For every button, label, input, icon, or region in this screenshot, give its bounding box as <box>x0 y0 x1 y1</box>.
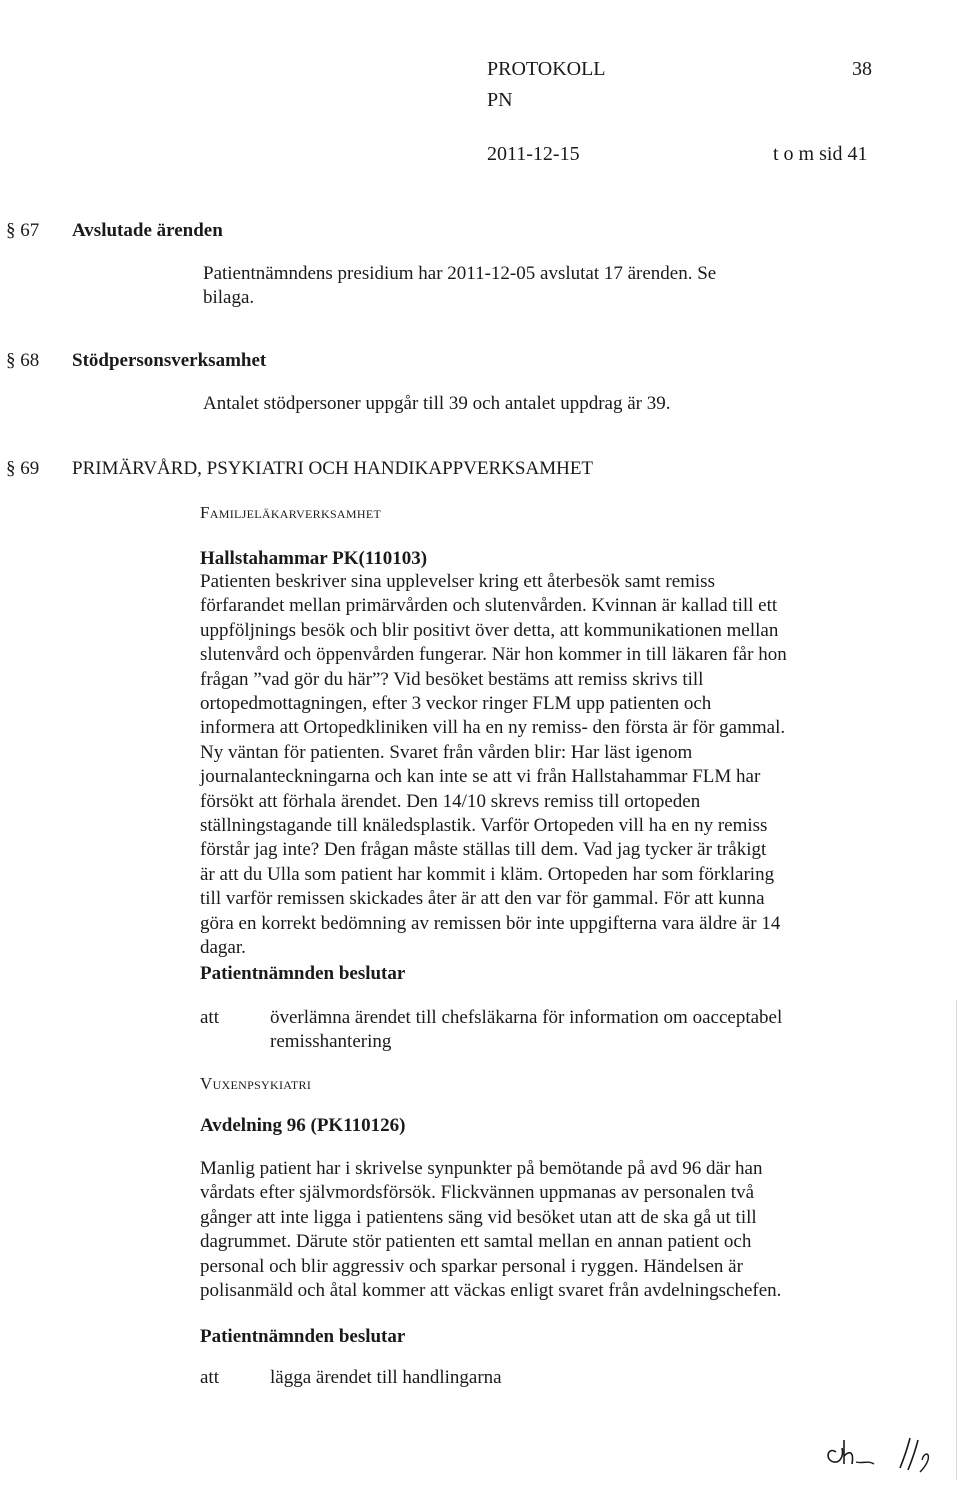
text-line: polisanmäld och åtal kommer att väckas enligt svaret från avdelningschefen. <box>200 1280 782 1302</box>
section-text-line: Antalet stödpersoner uppgår till 39 och antalet uppdrag är 39. <box>203 393 671 414</box>
doc-type: PROTOKOLL <box>487 58 606 80</box>
meeting-date: 2011-12-15 <box>487 143 580 165</box>
decision-heading: Patientnämnden beslutar <box>200 1326 406 1347</box>
section-text-line: Patientnämndens presidium har 2011-12-05 avslutat 17 ärenden. Se <box>203 263 717 284</box>
case-title: Hallstahammar PK(110103) <box>200 548 428 569</box>
text-line: Patienten beskriver sina upplevelser kring ett återbesök samt remiss <box>200 571 715 592</box>
decision-att: att <box>200 1367 219 1388</box>
handwritten-initials <box>822 1430 942 1478</box>
text-line: gånger att inte ligga i patientens säng vid besöket utan att de ska gå ut till <box>200 1206 757 1228</box>
decision-heading: Patientnämnden beslutar <box>200 963 406 984</box>
text-line: vårdats efter självmordsförsök. Flickvännen uppmanas av personalen två <box>200 1182 755 1204</box>
subsection-heading: Vuxenpsykiatri <box>200 1074 312 1093</box>
text-line: Manlig patient har i skrivelse synpunkter på bemötande på avd 96 där han <box>200 1158 763 1179</box>
text-line: frågan ”vad gör du här”? Vid besöket bestäms att remiss skrivs till <box>200 668 704 690</box>
page-number: 38 <box>852 58 872 80</box>
section-title: Avslutade ärenden <box>72 220 223 241</box>
decision-text-line: lägga ärendet till handlingarna <box>270 1367 502 1388</box>
text-line: dagar. <box>200 937 246 959</box>
text-line: ortopedmottagningen, efter 3 veckor ringer FLM upp patienten och <box>200 693 712 715</box>
text-line: till varför remissen skickades åter är att den var för gammal. För att kunna <box>200 888 765 910</box>
decision-text-line: överlämna ärendet till chefsläkarna för information om oacceptabel <box>270 1007 783 1028</box>
text-line: ställningstagande till knäledsplastik. Varför Ortopeden vill ha en ny remiss <box>200 815 768 837</box>
section-title: PRIMÄRVÅRD, PSYKIATRI OCH HANDIKAPPVERKSAMHET <box>72 458 594 479</box>
case-description <box>200 1157 860 1303</box>
text-line: dagrummet. Därute stör patienten ett samtal mellan en annan patient och <box>200 1231 752 1253</box>
unit-label: PN <box>487 89 513 111</box>
decision-att: att <box>200 1007 219 1028</box>
case-title: Avdelning 96 (PK110126) <box>200 1115 406 1136</box>
text-line: försökt att förhala ärendet. Den 14/10 skrevs remiss till ortopeden <box>200 790 701 812</box>
text-line: uppföljnings besök och blir positivt över detta, att kommunikationen mellan <box>200 619 779 641</box>
text-line: Ny väntan för patienten. Svaret från vården blir: Har läst igenom <box>200 741 693 763</box>
scan-edge-line <box>956 1000 957 1480</box>
text-line: är att du Ulla som patient har kommit i kläm. Ortopeden har som förklaring <box>200 863 775 885</box>
page-range: t o m sid 41 <box>773 143 868 165</box>
case-description <box>200 570 860 961</box>
decision-text-line: remisshantering <box>270 1031 392 1052</box>
section-number: § 68 <box>6 350 40 371</box>
text-line: personal och blir aggressiv och sparkar personal i ryggen. Händelsen är <box>200 1255 743 1277</box>
text-line: journalanteckningarna och kan inte se att vi från Hallstahammar FLM har <box>200 766 761 788</box>
text-line: förfarandet mellan primärvården och slutenvården. Kvinnan är kallad till ett <box>200 595 778 617</box>
section-number: § 67 <box>6 220 40 241</box>
text-line: informera att Ortopedkliniken vill ha en ny remiss- den första är för gammal. <box>200 717 786 739</box>
text-line: slutenvård och öppenvården fungerar. När hon kommer in till läkaren får hon <box>200 644 787 666</box>
text-line: göra en korrekt bedömning av remissen bör inte uppgifterna vara äldre är 14 <box>200 912 781 934</box>
section-text-line: bilaga. <box>203 287 255 308</box>
section-number: § 69 <box>6 458 40 479</box>
text-line: förstår jag inte? Den frågan måste ställas till dem. Vad jag tycker är tråkigt <box>200 839 767 861</box>
subsection-heading: Familjeläkarverksamhet <box>200 503 382 522</box>
section-title: Stödpersonsverksamhet <box>72 350 267 371</box>
